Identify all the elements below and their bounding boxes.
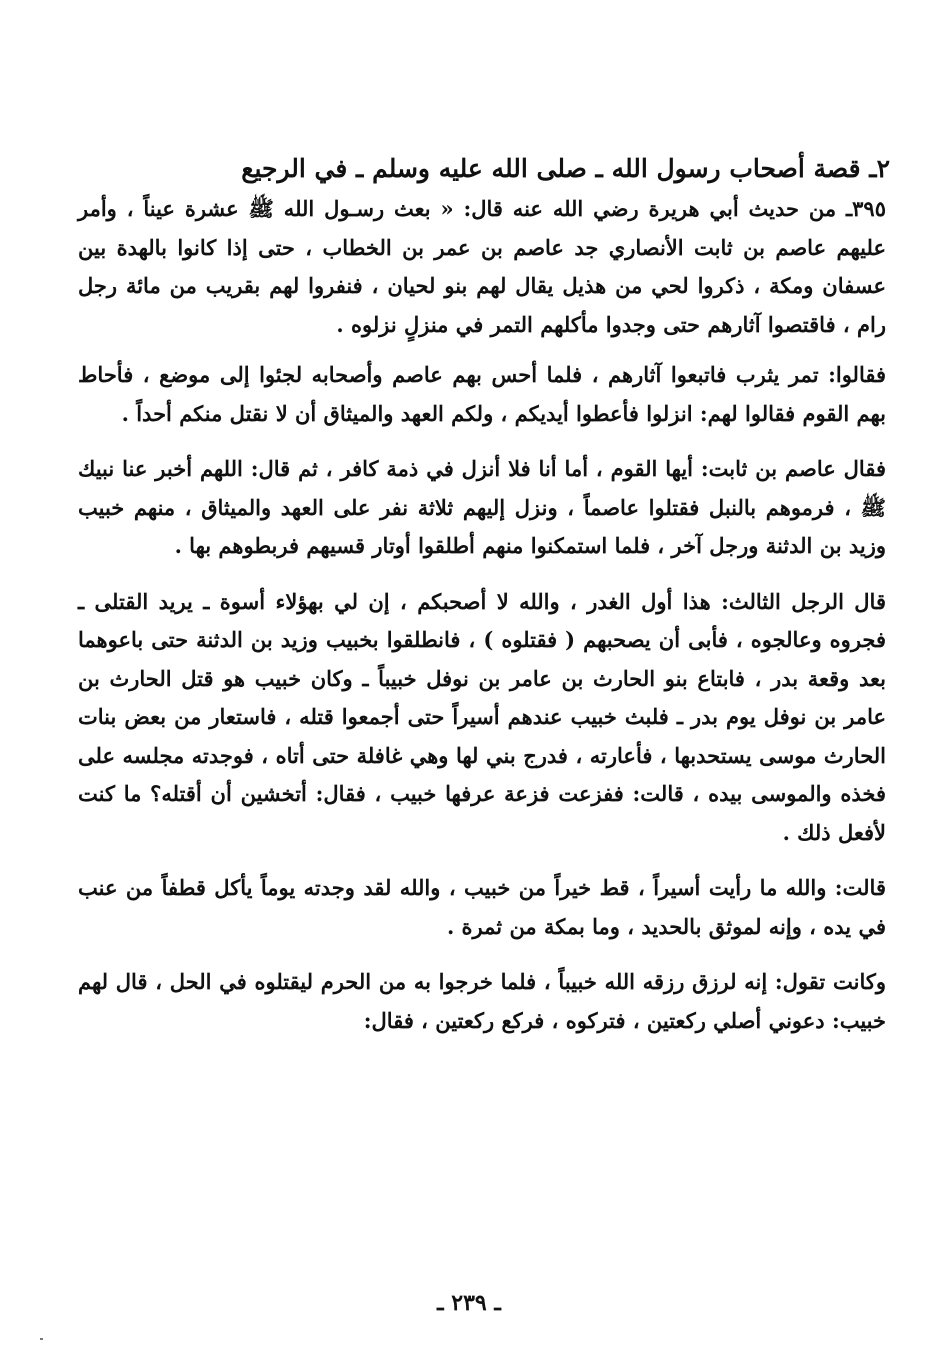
page-number: ـ ٢٣٩ ـ	[437, 1290, 501, 1316]
paragraph-3: فقال عاصم بن ثابت: أيها القوم ، أما أنا فلا أنزل في ذمة كافر ، ثم قال: اللهم أخبر عنا نبيك ﷺ ، فرموهم بالنبل فقتلوا عاصماً ، ونزل إليهم ثلاثة نفر على العهد والميثاق ، منهم خبيب وزيد بن الدثنة ورجل آخر ، فلما استمكنوا منهم أطلقوا أوتار قسيهم فربطوهم بها .	[78, 456, 886, 558]
paragraph-1: ٣٩٥ـ من حديث أبي هريرة رضي الله عنه قال: « بعث رسـول الله ﷺ عشرة عيناً ، وأمر عليهم عاصم بن ثابت الأنصاري جد عاصم بن عمر بن الخطاب ، حتى إذا كانوا بالهدة بين عسفان ومكة ، ذكروا لحي من هذيل يقال لهم بنو لحيان ، فنفروا لهم بقريب من مائة رجل رام ، فاقتصوا آثارهم حتى وجدوا مأكلهم التمر في منزلٍ نزلوه .	[78, 196, 886, 337]
section-heading: ٢ـ قصة أصحاب رسول الله ـ صلى الله عليه وسلم ـ في الرجيع	[241, 153, 890, 183]
paragraph-6: وكانت تقول: إنه لرزق رزقه الله خبيباً ، فلما خرجوا به من الحرم ليقتلوه في الحل ، قال لهم خبيب: دعوني أصلي ركعتين ، فتركوه ، فركع ركعتين ، فقال:	[78, 969, 886, 1033]
paragraph-2: فقالوا: تمر يثرب فاتبعوا آثارهم ، فلما أحس بهم عاصم وأصحابه لجئوا إلى موضع ، فأحاط بهم القوم فقالوا لهم: انزلوا فأعطوا أيديكم ، ولكم العهد والميثاق أن لا نقتل منكم أحداً .	[78, 362, 886, 426]
body-text	[78, 190, 886, 1057]
paragraph-4: قال الرجل الثالث: هذا أول الغدر ، والله لا أصحبكم ، إن لي بهؤلاء أسوة ـ يريد القتلى ـ فجروه وعالجوه ، فأبى أن يصحبهم ( فقتلوه ) ، فانطلقوا بخبيب وزيد بن الدثنة حتى باعوهما بعد وقعة بدر ، فابتاع بنو الحارث بن عامر بن نوفل خبيباً ـ وكان خبيب هو قتل الحارث بن عامر بن نوفل يوم بدر ـ فلبث خبيب عندهم أسيراً حتى أجمعوا قتله ، فاستعار من بعض بنات الحارث موسى يستحدبها ، فأعارته ، فدرج بني لها وهي غافلة حتى أتاه ، فوجدته مجلسه على فخذه والموسى بيده ، قالت: ففزعت فزعة عرفها خبيب ، فقال: أتخشين أن أقتله؟ ما كنت لأفعل ذلك .	[78, 588, 886, 845]
scan-speck	[40, 1338, 43, 1340]
paragraph-5: قالت: والله ما رأيت أسيراً ، قط خيراً من خبيب ، والله لقد وجدته يوماً يأكل قطفاً من عنب في يده ، وإنه لموثق بالحديد ، وما بمكة من ثمرة .	[78, 875, 886, 939]
